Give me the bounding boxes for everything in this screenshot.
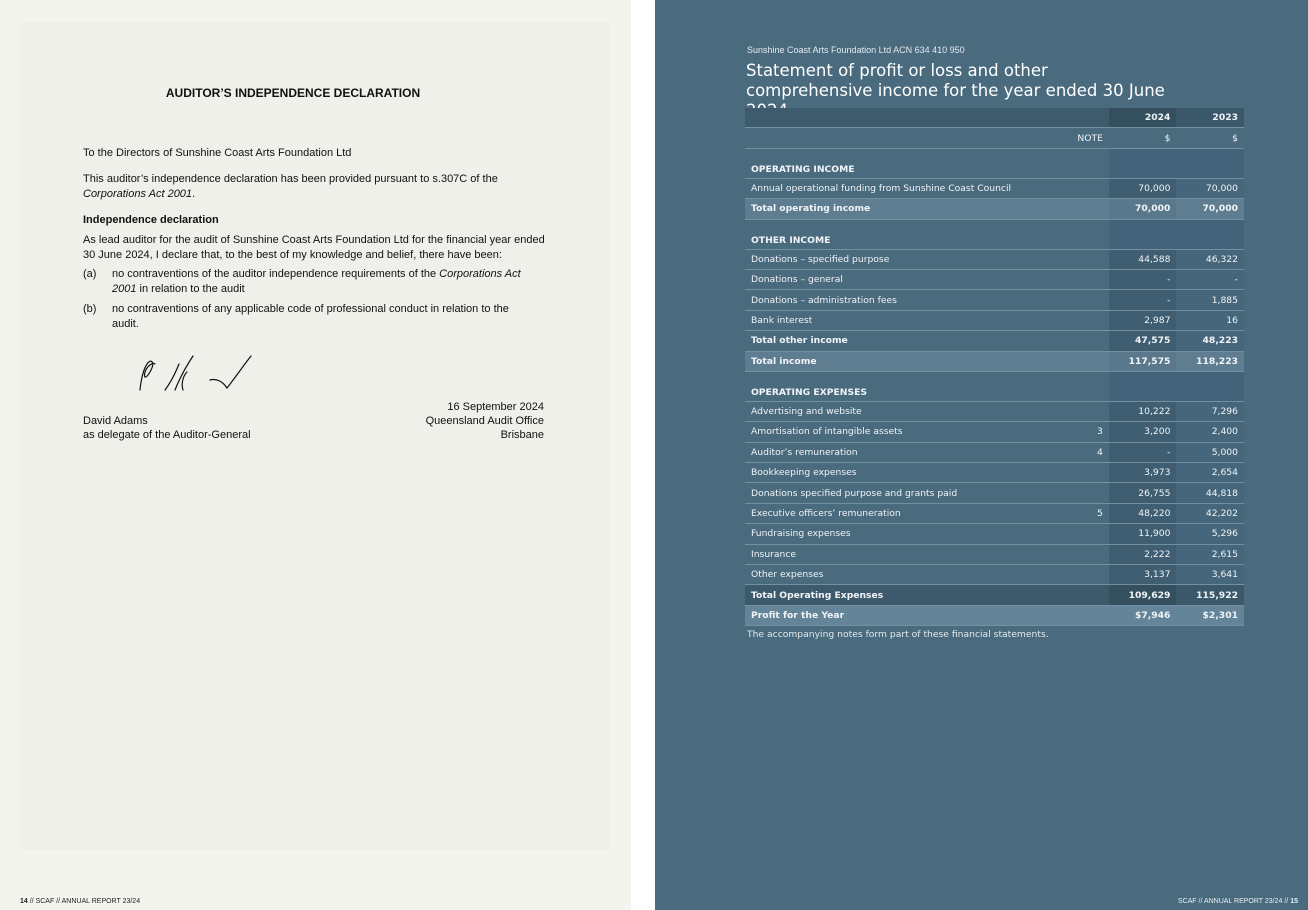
value-2024: -: [1109, 442, 1177, 462]
row-label: Bookkeeping expenses: [745, 463, 1071, 483]
declaration-title: AUDITOR’S INDEPENDENCE DECLARATION: [165, 86, 421, 100]
table-row: [745, 442, 1244, 462]
value-2024: $7,946: [1109, 605, 1177, 625]
value-2023: 44,818: [1176, 483, 1244, 503]
office-city: Brisbane: [500, 429, 544, 441]
table-row: [745, 524, 1244, 544]
table-row: [745, 565, 1244, 585]
section-operating-income: [745, 148, 1244, 178]
value-2024: 44,588: [1109, 249, 1177, 269]
value-2024: 26,755: [1109, 483, 1177, 503]
right-page-number: 15: [1290, 898, 1298, 905]
value-2024: 70,000: [1109, 199, 1177, 219]
value-2024: 3,137: [1109, 565, 1177, 585]
profit-row: [745, 605, 1244, 625]
page-gutter: [631, 0, 655, 910]
value-2024: 2,222: [1109, 544, 1177, 564]
row-label: Annual operational funding from Sunshine Coast Council: [745, 178, 1071, 198]
value-2023: 118,223: [1176, 351, 1244, 371]
left-page: [0, 0, 631, 910]
row-label: Auditor’s remuneration: [745, 442, 1071, 462]
value-2024: -: [1109, 290, 1177, 310]
value-2023: 3,641: [1176, 565, 1244, 585]
value-2023: 5,000: [1176, 442, 1244, 462]
value-2023: 48,223: [1176, 331, 1244, 351]
value-2023: 2,615: [1176, 544, 1244, 564]
value-2023: 70,000: [1176, 178, 1244, 198]
table-row: [745, 544, 1244, 564]
item-b-text: no contraventions of any applicable code of professional conduct in relation to the audit.: [112, 303, 509, 330]
section-other-income: [745, 219, 1244, 249]
row-note: 3: [1071, 422, 1109, 442]
note-header: NOTE: [1071, 128, 1109, 148]
item-a-act-name: Corporations Act 2001: [112, 268, 521, 295]
row-label: Total operating income: [745, 199, 1071, 219]
unit-2024: $: [1109, 128, 1177, 148]
lead-paragraph: As lead auditor for the audit of Sunshine Coast Arts Foundation Ltd for the financial year ended 30 June 2024, I declare that, to the best of my knowledge and belief, there have been:: [83, 234, 545, 261]
value-2023: 1,885: [1176, 290, 1244, 310]
row-note: 5: [1071, 503, 1109, 523]
table-row: [745, 269, 1244, 289]
col-2023-header: 2023: [1176, 108, 1244, 128]
table-units-row: [745, 128, 1244, 148]
value-2024: 117,575: [1109, 351, 1177, 371]
item-b-letter: (b): [83, 303, 97, 315]
intro-period: .: [192, 187, 196, 200]
row-note: [1071, 178, 1109, 198]
section-label: OPERATING INCOME: [745, 148, 1071, 178]
signature-image: [135, 350, 255, 395]
value-2023: 7,296: [1176, 401, 1244, 421]
table-row: [745, 249, 1244, 269]
item-a-text: no contraventions of the auditor independence requirements of the: [112, 268, 440, 280]
value-2023: 70,000: [1176, 199, 1244, 219]
addressee-line: To the Directors of Sunshine Coast Arts Foundation Ltd: [83, 147, 352, 159]
intro-text: This auditor’s independence declaration has been provided pursuant to s.307C of the: [83, 173, 498, 185]
declaration-date: 16 September 2024: [447, 401, 544, 413]
independence-heading: Independence declaration: [83, 214, 219, 226]
statement-footnote: The accompanying notes form part of these financial statements.: [747, 629, 1049, 640]
row-label: Total other income: [745, 331, 1071, 351]
row-label: Donations – general: [745, 269, 1071, 289]
value-2023: -: [1176, 269, 1244, 289]
row-label: Profit for the Year: [745, 605, 1071, 625]
right-footer-text: SCAF // ANNUAL REPORT 23/24 //: [1177, 898, 1291, 905]
value-2023: 2,654: [1176, 463, 1244, 483]
item-a-tail: in relation to the audit: [136, 282, 245, 295]
value-2023: 5,296: [1176, 524, 1244, 544]
unit-2023: $: [1176, 128, 1244, 148]
signer-role: as delegate of the Auditor-General: [83, 429, 251, 441]
row-label: Donations specified purpose and grants paid: [745, 483, 1071, 503]
section-operating-expenses: [745, 371, 1244, 401]
table-row: [745, 401, 1244, 421]
row-label: Advertising and website: [745, 401, 1071, 421]
section-label: OPERATING EXPENSES: [745, 371, 1071, 401]
total-row: [745, 199, 1244, 219]
table-row: [745, 422, 1244, 442]
left-footer-text: // SCAF // ANNUAL REPORT 23/24: [27, 898, 141, 905]
statement-title: Statement of profit or loss and other comprehensive income for the year ended 30 June: [746, 61, 1165, 100]
left-page-number: 14: [20, 898, 28, 905]
section-label: OTHER INCOME: [745, 219, 1071, 249]
value-2024: 70,000: [1109, 178, 1177, 198]
value-2023: 2,400: [1176, 422, 1244, 442]
profit-loss-table: [745, 108, 1244, 626]
row-label: Donations – specified purpose: [745, 249, 1071, 269]
total-row: [745, 351, 1244, 371]
left-footer: [20, 898, 140, 905]
value-2024: 109,629: [1109, 585, 1177, 605]
value-2023: 46,322: [1176, 249, 1244, 269]
item-a-letter: (a): [83, 268, 97, 280]
value-2023: $2,301: [1176, 605, 1244, 625]
row-label: Bank interest: [745, 310, 1071, 330]
item-a-body: [112, 267, 532, 296]
table-row: [745, 483, 1244, 503]
table-row: [745, 178, 1244, 198]
table-header-row: [745, 108, 1244, 128]
total-opex-row: [745, 585, 1244, 605]
right-footer: [1178, 898, 1298, 905]
subtotal-row: [745, 331, 1244, 351]
table-row: [745, 290, 1244, 310]
row-label: Total Operating Expenses: [745, 585, 1071, 605]
col-2024-header: 2024: [1109, 108, 1177, 128]
value-2023: 16: [1176, 310, 1244, 330]
value-2024: 3,200: [1109, 422, 1177, 442]
value-2024: -: [1109, 269, 1177, 289]
row-label: Donations – administration fees: [745, 290, 1071, 310]
row-label: Fundraising expenses: [745, 524, 1071, 544]
value-2024: 47,575: [1109, 331, 1177, 351]
row-label: Amortisation of intangible assets: [745, 422, 1071, 442]
row-label: Insurance: [745, 544, 1071, 564]
table-row: [745, 463, 1244, 483]
value-2024: 11,900: [1109, 524, 1177, 544]
row-note: 4: [1071, 442, 1109, 462]
right-page: [655, 0, 1308, 910]
intro-act-name: Corporations Act 2001: [83, 187, 193, 200]
table-row: [745, 503, 1244, 523]
audit-office: Queensland Audit Office: [425, 415, 544, 427]
signer-name: David Adams: [83, 415, 148, 427]
value-2024: 10,222: [1109, 401, 1177, 421]
value-2023: 42,202: [1176, 503, 1244, 523]
value-2024: 3,973: [1109, 463, 1177, 483]
table-row: [745, 310, 1244, 330]
value-2023: 115,922: [1176, 585, 1244, 605]
value-2024: 48,220: [1109, 503, 1177, 523]
row-label: Total income: [745, 351, 1071, 371]
row-label: Other expenses: [745, 565, 1071, 585]
row-label: Executive officers’ remuneration: [745, 503, 1071, 523]
value-2024: 2,987: [1109, 310, 1177, 330]
intro-paragraph: [83, 172, 523, 201]
entity-line: Sunshine Coast Arts Foundation Ltd ACN 634 410 950: [747, 45, 965, 55]
